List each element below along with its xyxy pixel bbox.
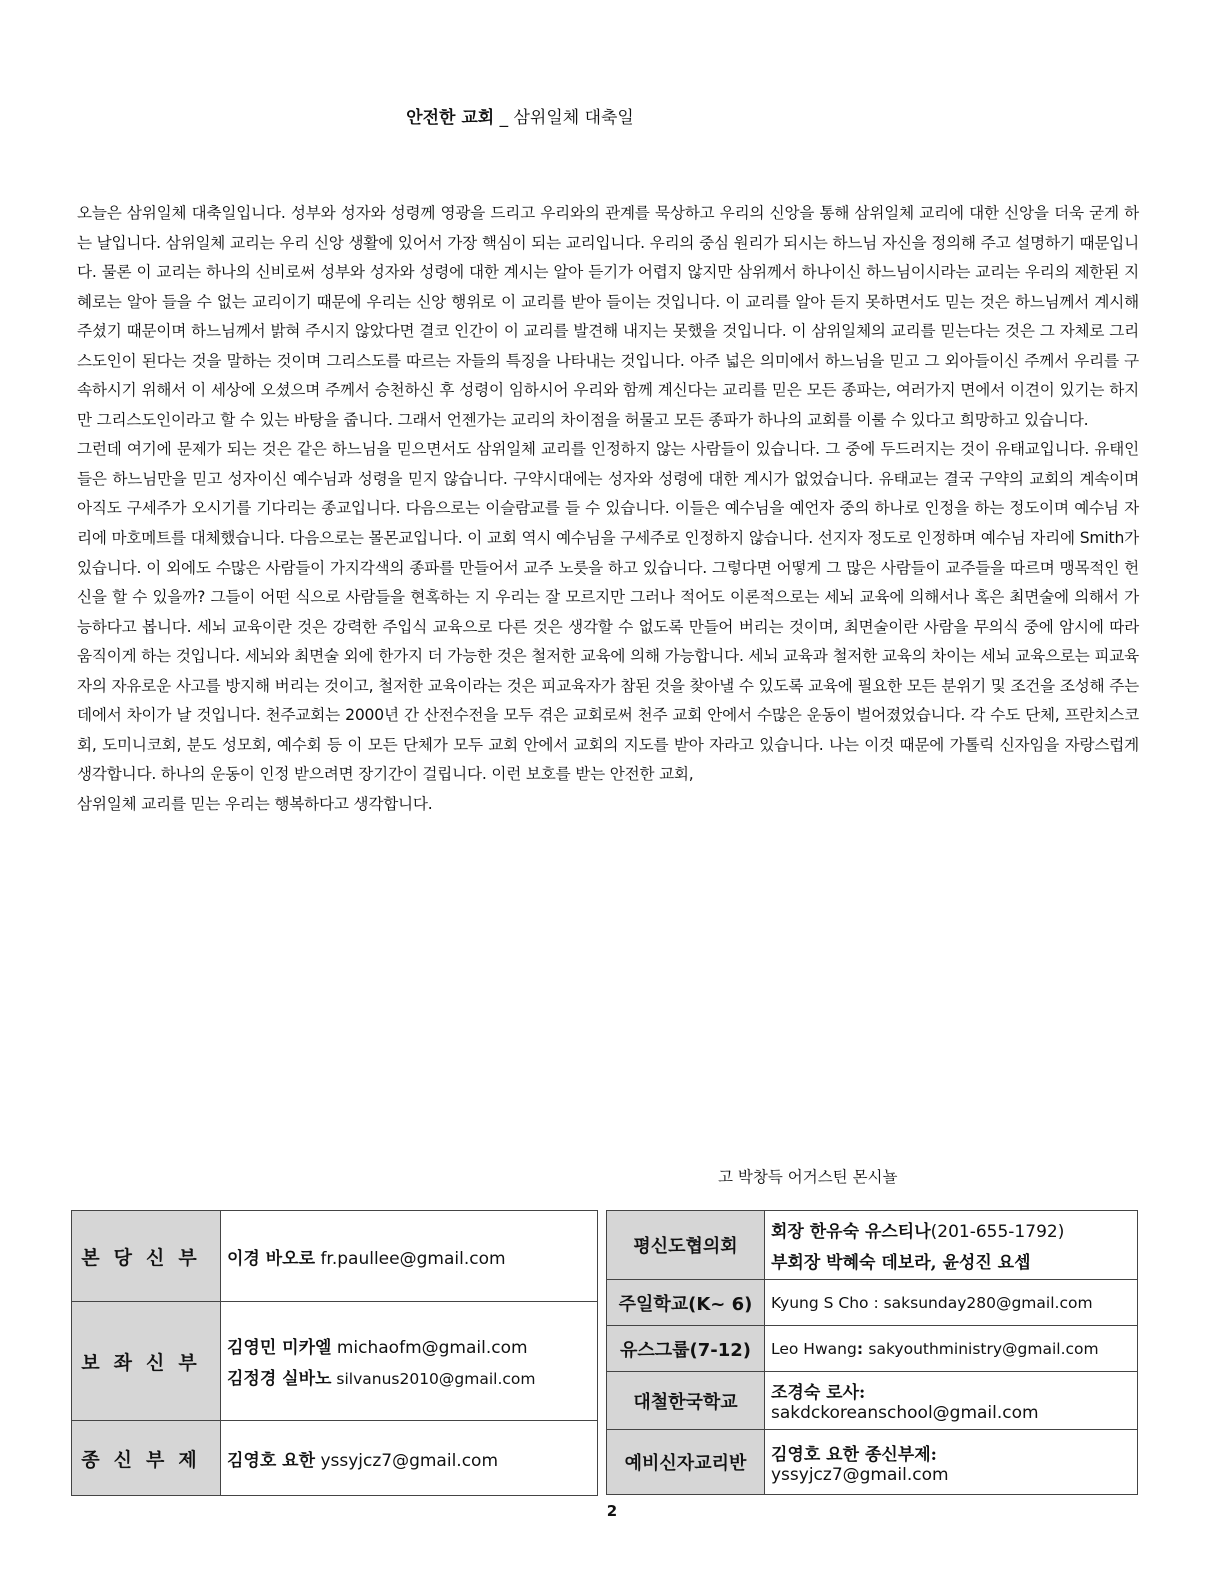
staff-table — [71, 1210, 598, 1496]
group-value-sunday-school[interactable]: Kyung S Cho : saksunday280@gmail.com — [765, 1280, 1138, 1326]
staff-label-pastor: 본당신부 — [72, 1211, 221, 1302]
group-label-rcia: 예비신자교리반 — [607, 1430, 765, 1495]
pastor-name: 이경 바오로 — [227, 1248, 316, 1269]
article-body — [77, 199, 1139, 819]
table-row — [72, 1302, 598, 1421]
groups-table — [606, 1210, 1138, 1495]
paragraph-1: 오늘은 삼위일체 대축일입니다. 성부와 성자와 성령께 영광을 드리고 우리와의 관계를 묵상하고 우리의 신앙을 통해 삼위일체 교리에 대한 신앙을 더욱 굳게 하는 날입니다. 삼위일체 교리는 우리 신앙 생활에 있어서 가장 핵심이 되는 교리입니다. 우리의 중심 원리가 되시는 하느님 자신을 정의해 주고 설명하기 때문입니다. 물론 이 교리는 하나의 신비로써 성부와 성자와 성령에 대한 계시는 알아 듣기가 어렵지 않지만 삼위께서 하나이신 하느님이시라는 교리는 우리의 제한된 지혜로는 알아 들을 수 없는 교리이기 때문에 우리는 신앙 행위로 이 교리를 받아 들이는 것입니다. 이 교리를 알아 듣지 못하면서도 믿는 것은 하느님께서 계시해 주셨기 때문이며 하느님께서 밝혀 주시지 않았다면 결코 인간이 이 교리를 발견해 내지는 못했을 것입니다. 이 삼위일체의 교리를 믿는다는 것은 그 자체로 그리스도인이 된다는 것을 말하는 것이며 그리스도를 따르는 자들의 특징을 나타내는 것입니다. 아주 넓은 의미에서 하느님을 믿고 그 외아들이신 주께서 우리를 구속하시기 위해서 이 세상에 오셨으며 주께서 승천하신 후 성령이 임하시어 우리와 함께 계신다는 교리를 믿은 모든 종파는, 여러가지 면에서 이견이 있기는 하지만 그리스도인이라고 할 수 있는 바탕을 줍니다. 그래서 언젠가는 교리의 차이점을 허물고 모든 종파가 하나의 교회를 이룰 수 있다고 희망하고 있습니다. — [77, 204, 1139, 429]
table-row — [607, 1372, 1138, 1430]
table-row — [607, 1326, 1138, 1372]
group-value-rcia — [765, 1430, 1138, 1495]
associate-2-name: 김정경 실바노 — [227, 1369, 332, 1389]
rcia-email[interactable]: yssyjcz7@gmail.com — [771, 1464, 949, 1485]
youth-email[interactable]: sakyouthministry@gmail.com — [868, 1339, 1099, 1358]
group-label-sunday-school: 주일학교(K~ 6) — [607, 1280, 765, 1326]
title-sub: _ 삼위일체 대축일 — [494, 108, 634, 128]
staff-value-deacon — [221, 1421, 598, 1496]
deacon-name: 김영호 요한 — [227, 1450, 316, 1471]
pastor-email[interactable]: fr.paullee@gmail.com — [320, 1248, 506, 1269]
korean-school-name: 조경숙 로사: — [771, 1383, 866, 1403]
table-row — [607, 1430, 1138, 1495]
rcia-name: 김영호 요한 종신부제: — [771, 1444, 937, 1465]
staff-value-associate — [221, 1302, 598, 1421]
group-label-youth: 유스그룹(7-12) — [607, 1326, 765, 1372]
table-row — [72, 1211, 598, 1302]
staff-label-associate: 보좌신부 — [72, 1302, 221, 1421]
youth-separator: : — [856, 1339, 869, 1358]
council-president: 회장 한유숙 유스티나 — [771, 1222, 931, 1242]
paragraph-3: 삼위일체 교리를 믿는 우리는 행복하다고 생각합니다. — [77, 794, 433, 813]
council-phone: (201-655-1792) — [930, 1222, 1065, 1242]
korean-school-email[interactable]: sakdckoreanschool@gmail.com — [771, 1403, 1039, 1423]
staff-label-deacon: 종신부제 — [72, 1421, 221, 1496]
table-row — [607, 1211, 1138, 1280]
title-main: 안전한 교회 — [406, 108, 495, 128]
associate-1-email[interactable]: michaofm@gmail.com — [336, 1338, 528, 1358]
associate-2-email[interactable]: silvanus2010@gmail.com — [336, 1370, 536, 1388]
author-signature: 고 박창득 어거스틴 몬시뇰 — [718, 1168, 898, 1186]
group-label-korean-school: 대철한국학교 — [607, 1372, 765, 1430]
page-number: 2 — [606, 1502, 618, 1520]
council-vice-presidents: 부회장 박혜숙 데보라, 윤성진 요셉 — [771, 1253, 1031, 1273]
page-title — [0, 103, 1040, 128]
associate-1-name: 김영민 미카엘 — [227, 1338, 332, 1358]
table-row — [607, 1280, 1138, 1326]
group-label-council: 평신도협의회 — [607, 1211, 765, 1280]
group-value-council — [765, 1211, 1138, 1280]
table-row — [72, 1421, 598, 1496]
paragraph-2: 그런데 여기에 문제가 되는 것은 같은 하느님을 믿으면서도 삼위일체 교리를 인정하지 않는 사람들이 있습니다. 그 중에 두드러지는 것이 유태교입니다. 유태인들은 하느님만을 믿고 성자이신 예수님과 성령을 믿지 않습니다. 구약시대에는 성자와 성령에 대한 계시가 없었습니다. 유태교는 결국 구약의 교회의 계속이며 아직도 구세주가 오시기를 기다리는 종교입니다. 다음으로는 이슬람교를 들 수 있습니다. 이들은 예수님을 예언자 중의 하나로 인정을 하는 정도이며 예수님 자리에 마호메트를 대체했습니다. 다음으로는 몰몬교입니다. 이 교회 역시 예수님을 구세주로 인정하지 않습니다. 선지자 정도로 인정하며 예수님 자리에 Smith가 있습니다. 이 외에도 수많은 사람들이 가지각색의 종파를 만들어서 교주 노릇을 하고 있습니다. 그렇다면 어떻게 그 많은 사람들이 교주들을 따르며 맹목적인 헌신을 할 수 있을까? 그들이 어떤 식으로 사람들을 현혹하는 지 우리는 잘 모르지만 그러나 적어도 이론적으로는 세뇌 교육에 의해서나 혹은 최면술에 의해서 가능하다고 봅니다. 세뇌 교육이란 것은 강력한 주입식 교육으로 다른 것은 생각할 수 없도록 만들어 버리는 것이며, 최면술이란 사람을 무의식 중에 암시에 따라 움직이게 하는 것입니다. 세뇌와 최면술 외에 한가지 더 가능한 것은 철저한 교육에 의해 가능합니다. 세뇌 교육과 철저한 교육의 차이는 세뇌 교육으로는 피교육자의 자유로운 사고를 방지해 버리는 것이고, 철저한 교육이라는 것은 피교육자가 참된 것을 찾아낼 수 있도록 교육에 필요한 모든 분위기 및 조건을 조성해 주는 데에서 차이가 날 것입니다. 천주교회는 2000년 간 산전수전을 모두 겪은 교회로써 천주 교회 안에서 수많은 운동이 벌어졌었습니다. 각 수도 단체, 프란치스코회, 도미니코회, 분도 성모회, 예수회 등 이 모든 단체가 모두 교회 안에서 교회의 지도를 받아 자라고 있습니다. 나는 이것 때문에 가톨릭 신자임을 자랑스럽게 생각합니다. 하나의 운동이 인정 받으려면 장기간이 걸립니다. 이런 보호를 받는 안전한 교회, — [77, 440, 1140, 784]
group-value-youth[interactable] — [765, 1326, 1138, 1372]
group-value-korean-school — [765, 1372, 1138, 1430]
deacon-email[interactable]: yssyjcz7@gmail.com — [320, 1450, 499, 1471]
youth-contact-name: Leo Hwang — [771, 1339, 857, 1358]
staff-value-pastor — [221, 1211, 598, 1302]
